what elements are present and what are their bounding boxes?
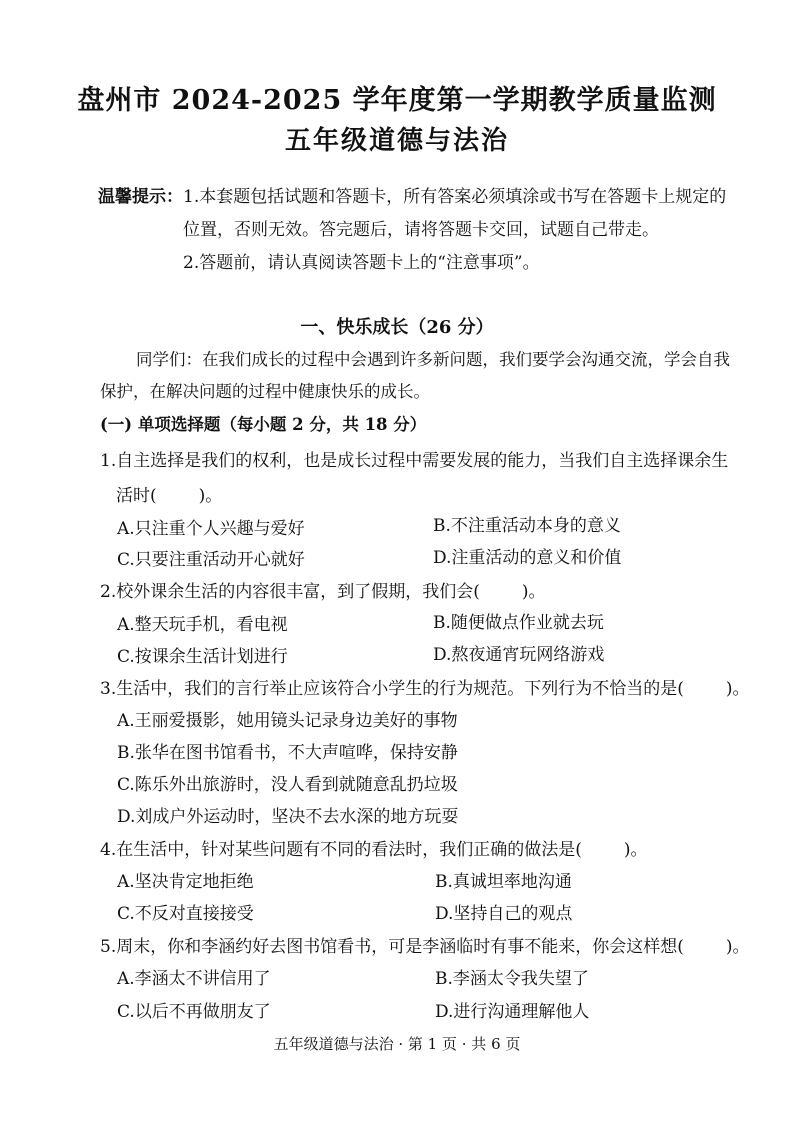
- tip-line-1b: 位置，否则无效。答完题后，请将答题卡交回，试题自己带走。: [183, 220, 659, 240]
- q3-option-b: B.张华在图书馆看书，不大声喧哗，保持安静: [117, 743, 458, 763]
- question-1-stem: 1.自主选择是我们的权利，也是成长过程中需要发展的能力，当我们自主选择课余生: [100, 451, 729, 471]
- q1-option-c: C.只要注重活动开心就好: [117, 550, 305, 570]
- q5-option-b: B.李涵太令我失望了: [435, 969, 589, 989]
- q5-option-d: D.进行沟通理解他人: [435, 1002, 590, 1022]
- question-3-stem-c: )。: [725, 679, 750, 699]
- page-footer: 五年级道德与法治 · 第 1 页 · 共 6 页: [273, 1035, 521, 1053]
- question-3-stem: [100, 674, 790, 699]
- q2-option-c: C.按课余生活计划进行: [117, 647, 288, 667]
- q3-option-c: C.陈乐外出旅游时，没人看到就随意乱扔垃圾: [117, 775, 458, 795]
- question-5-stem-c: )。: [725, 937, 750, 957]
- q3-option-d: D.刘成户外运动时，坚决不去水深的地方玩耍: [117, 807, 459, 827]
- section-title: 一、快乐成长（26 分）: [300, 317, 494, 338]
- tips-label: 温馨提示：: [98, 187, 183, 207]
- q1-option-d: D.注重活动的意义和价值: [433, 548, 622, 568]
- q4-option-b: B.真诚坦率地沟通: [435, 872, 572, 892]
- q2-option-a: A.整天玩手机，看电视: [117, 615, 288, 635]
- question-1-stem-b: 活时(: [116, 486, 157, 506]
- q2-option-d: D.熬夜通宵玩网络游戏: [433, 645, 605, 665]
- question-2-stem-a: 2.校外课余生活的内容很丰富，到了假期，我们会(: [100, 582, 480, 602]
- exam-title: 盘州市 2024-2025 学年度第一学期教学质量监测: [77, 85, 717, 116]
- intro-line-1: 同学们：在我们成长的过程中会遇到许多新问题，我们要学会沟通交流，学会自我: [136, 350, 730, 369]
- question-4-stem: [100, 835, 790, 860]
- question-1-stem-cont: [100, 481, 790, 506]
- q5-option-c: C.以后不再做朋友了: [117, 1002, 271, 1022]
- q4-option-d: D.坚持自己的观点: [435, 904, 573, 924]
- q1-option-b: B.不注重活动本身的意义: [433, 516, 621, 536]
- exam-subject: 五年级道德与法治: [284, 126, 509, 156]
- q4-option-c: C.不反对直接接受: [117, 904, 254, 924]
- q2-option-b: B.随便做点作业就去玩: [433, 613, 604, 633]
- q3-option-a: A.王丽爱摄影，她用镜头记录身边美好的事物: [117, 711, 458, 731]
- q1-option-a: A.只注重个人兴趣与爱好: [117, 519, 305, 539]
- question-5-stem: [100, 932, 790, 957]
- q5-option-a: A.李涵太不讲信用了: [117, 969, 271, 989]
- tip-text-1: 1.本套题包括试题和答题卡，所有答案必须填涂或书写在答题卡上规定的: [183, 187, 727, 207]
- intro-line-2: 保护，在解决问题的过程中健康快乐的成长。: [100, 382, 430, 401]
- q4-option-a: A.坚决肯定地拒绝: [117, 872, 254, 892]
- question-2-stem: [100, 577, 790, 602]
- tip-line-2: 2.答题前，请认真阅读答题卡上的“注意事项”。: [183, 253, 540, 273]
- question-3-stem-a: 3.生活中，我们的言行举止应该符合小学生的行为规范。下列行为不恰当的是(: [100, 679, 684, 699]
- question-5-stem-a: 5.周末，你和李涵约好去图书馆看书，可是李涵临时有事不能来，你会这样想(: [100, 937, 684, 957]
- tips-block: [98, 181, 788, 280]
- question-1-stem-c: )。: [198, 486, 223, 506]
- tip-line-1: [98, 181, 788, 214]
- section-intro: [100, 344, 780, 408]
- question-4-stem-a: 4.在生活中，针对某些问题有不同的看法时，我们正确的做法是(: [100, 840, 582, 860]
- question-4-stem-c: )。: [623, 840, 648, 860]
- question-2-stem-c: )。: [521, 582, 546, 602]
- subsection-title: (一) 单项选择题（每小题 2 分，共 18 分）: [100, 415, 427, 434]
